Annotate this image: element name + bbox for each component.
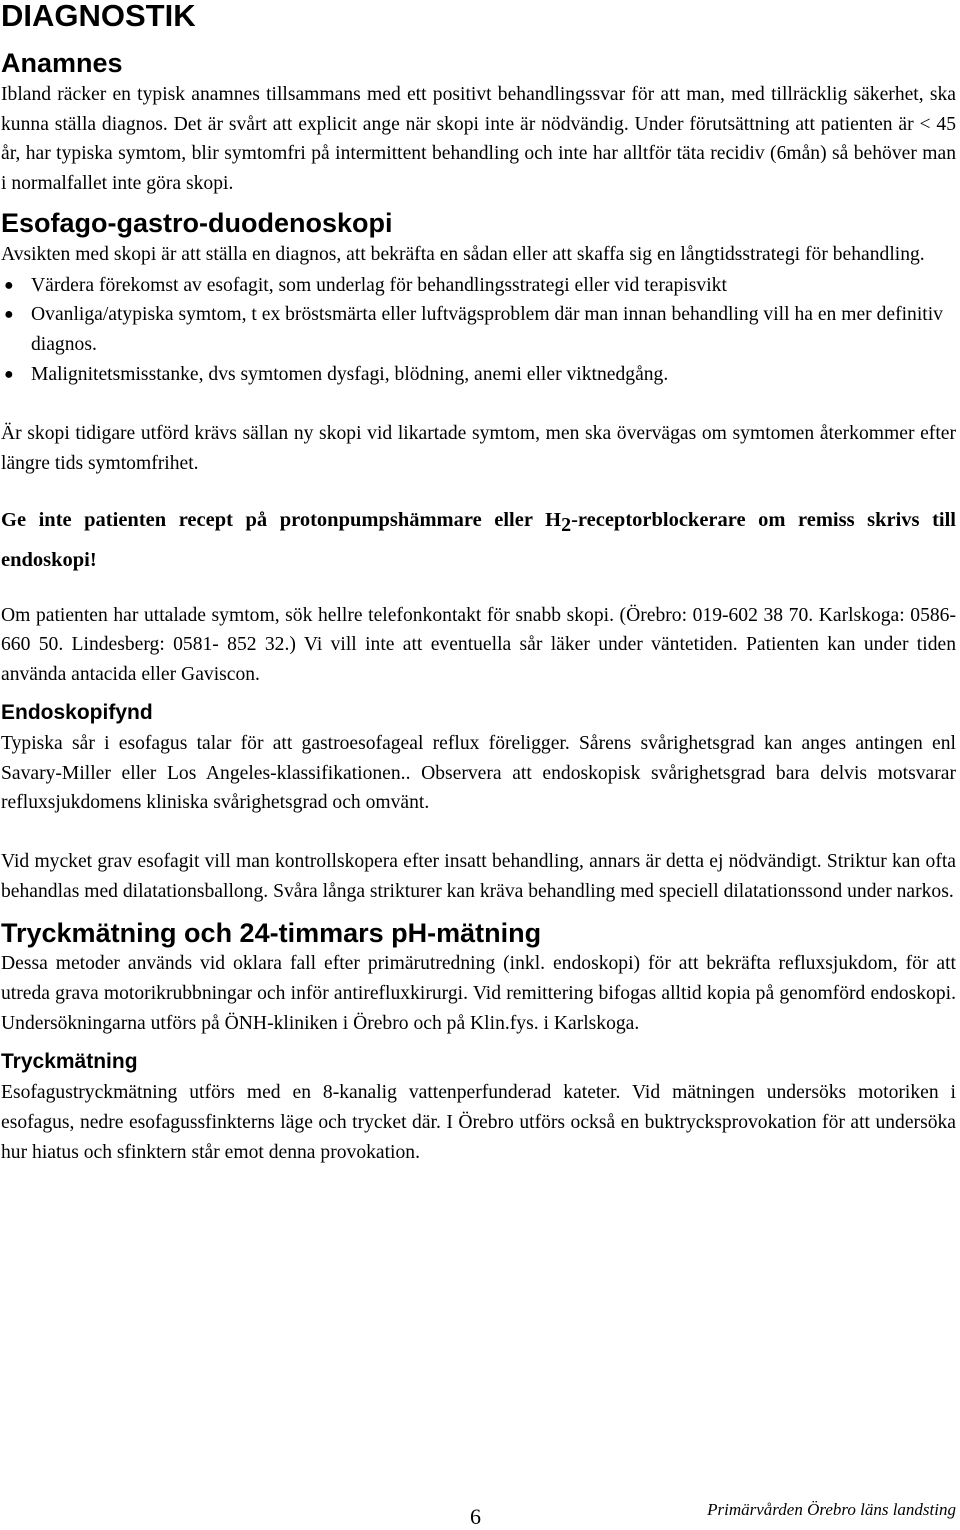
section-heading-anamnes: Anamnes	[1, 48, 123, 78]
list-item-lead: Värdera förekomst av esofagit	[31, 274, 269, 296]
section-heading-esofago: Esofago-gastro-duodenoskopi	[1, 207, 393, 238]
list-item-rest: , som underlag för behandlingsstrategi eller vid terapisvikt	[268, 274, 727, 296]
section-heading-endoskopifynd: Endoskopifynd	[1, 700, 153, 724]
tryckmatning-paragraph: Esofagustryckmätning utförs med en 8-kanalig vattenperfunderad kateter. Vid mätningen undersöks motoriken i esofagus, nedre esofagussfinkterns läge och trycket där. I Örebro utförs också en buktrycksprovokation för att undersöka hur hiatus och sfinktern står emot denna provokation.	[1, 1082, 956, 1163]
endoskopifynd-paragraph-2: Vid mycket grav esofagit vill man kontrollskopera efter insatt behandling, annars är detta ej nödvändigt. Striktur kan ofta behandlas med dilatationsballong. Svåra långa strikturer kan kräva behandling med speciell dilatationssond under narkos.	[1, 850, 956, 902]
list-item-rest: , dvs symtomen dysfagi, blödning, anemi eller viktnedgång.	[198, 363, 669, 385]
warning-subscript: 2	[561, 513, 572, 536]
page-title: DIAGNOSTIK	[1, 0, 196, 33]
warning-text-part2: -receptorblockerare om remiss skrivs till endoskopi!	[1, 508, 956, 571]
list-item	[1, 360, 956, 390]
bullet-icon: ●	[4, 276, 14, 294]
list-item	[1, 271, 956, 301]
bullet-icon: ●	[4, 306, 14, 324]
esofago-intro-paragraph: Avsikten med skopi är att ställa en diagnos, att bekräfta en sådan eller att skaffa sig en långtidsstrategi för behandling.	[1, 243, 925, 265]
bullet-icon: ●	[4, 365, 14, 383]
contact-paragraph: Om patienten har uttalade symtom, sök hellre telefonkontakt för snabb skopi. (Örebro: 019-602 38 70. Karlskoga: 0586- 660 50. Lindesberg: 0581- 852 32.) Vi vill inte att eventuella sår läker under väntetiden. Patienten kan under tiden använda antacida eller Gaviscon.	[1, 604, 956, 686]
indication-list	[1, 271, 956, 390]
warning-paragraph	[1, 503, 956, 578]
page-footer	[0, 1500, 960, 1527]
list-item-lead: Malignitetsmisstanke	[31, 363, 199, 385]
repeat-skopi-paragraph: Är skopi tidigare utförd krävs sällan ny skopi vid likartade symtom, men ska övervägas om symtomen återkommer efter längre tids symtomfrihet.	[1, 423, 956, 475]
list-item-lead: Ovanliga/atypiska symtom	[31, 304, 242, 326]
section-heading-tryck-ph: Tryckmätning och 24-timmars pH-mätning	[1, 918, 542, 949]
list-item-rest: , t ex bröstsmärta eller luftvägsproblem där man innan behandling vill ha en mer definitiv diagnos.	[31, 304, 943, 355]
endoskopifynd-paragraph-1: Typiska sår i esofagus talar för att gastroesofageal reflux föreligger. Sårens svårighetsgrad kan anges antingen enl Savary-Miller eller Los Angeles-klassifikationen.. Observera att endoskopisk svårighetsgrad bara delvis motsvarar refluxsjukdomens kliniska svårighetsgrad och omvänt.	[1, 732, 956, 814]
anamnes-paragraph: Ibland räcker en typisk anamnes tillsammans med ett positivt behandlingssvar för att man, med tillräcklig säkerhet, ska kunna ställa diagnos. Det är svårt att explicit ange när skopi inte är nödvändig. Under förutsättning att patienten är < 45 år, har typiska symtom, blir symtomfri på intermittent behandling och inte har alltför täta recidiv (6mån) så behöver man i normalfallet inte göra skopi.	[1, 84, 956, 195]
list-item	[1, 300, 956, 359]
tryck-ph-paragraph: Dessa metoder används vid oklara fall efter primärutredning (inkl. endoskopi) för att bekräfta refluxsjukdom, för att utreda grava motorikrubbningar och inför antirefluxkirurgi. Vid remittering bifogas alltid kopia på genomförd endoskopi. Undersökningarna utförs på ÖNH-kliniken i Örebro och på Klin.fys. i Karlskoga.	[1, 953, 956, 1034]
warning-text-part1: Ge inte patienten recept på protonpumpshämmare eller H	[1, 508, 562, 531]
page-number: 6	[470, 1504, 481, 1529]
section-heading-tryckmatning: Tryckmätning	[1, 1050, 138, 1074]
footer-brand: Primärvården Örebro läns landsting	[707, 1500, 956, 1519]
